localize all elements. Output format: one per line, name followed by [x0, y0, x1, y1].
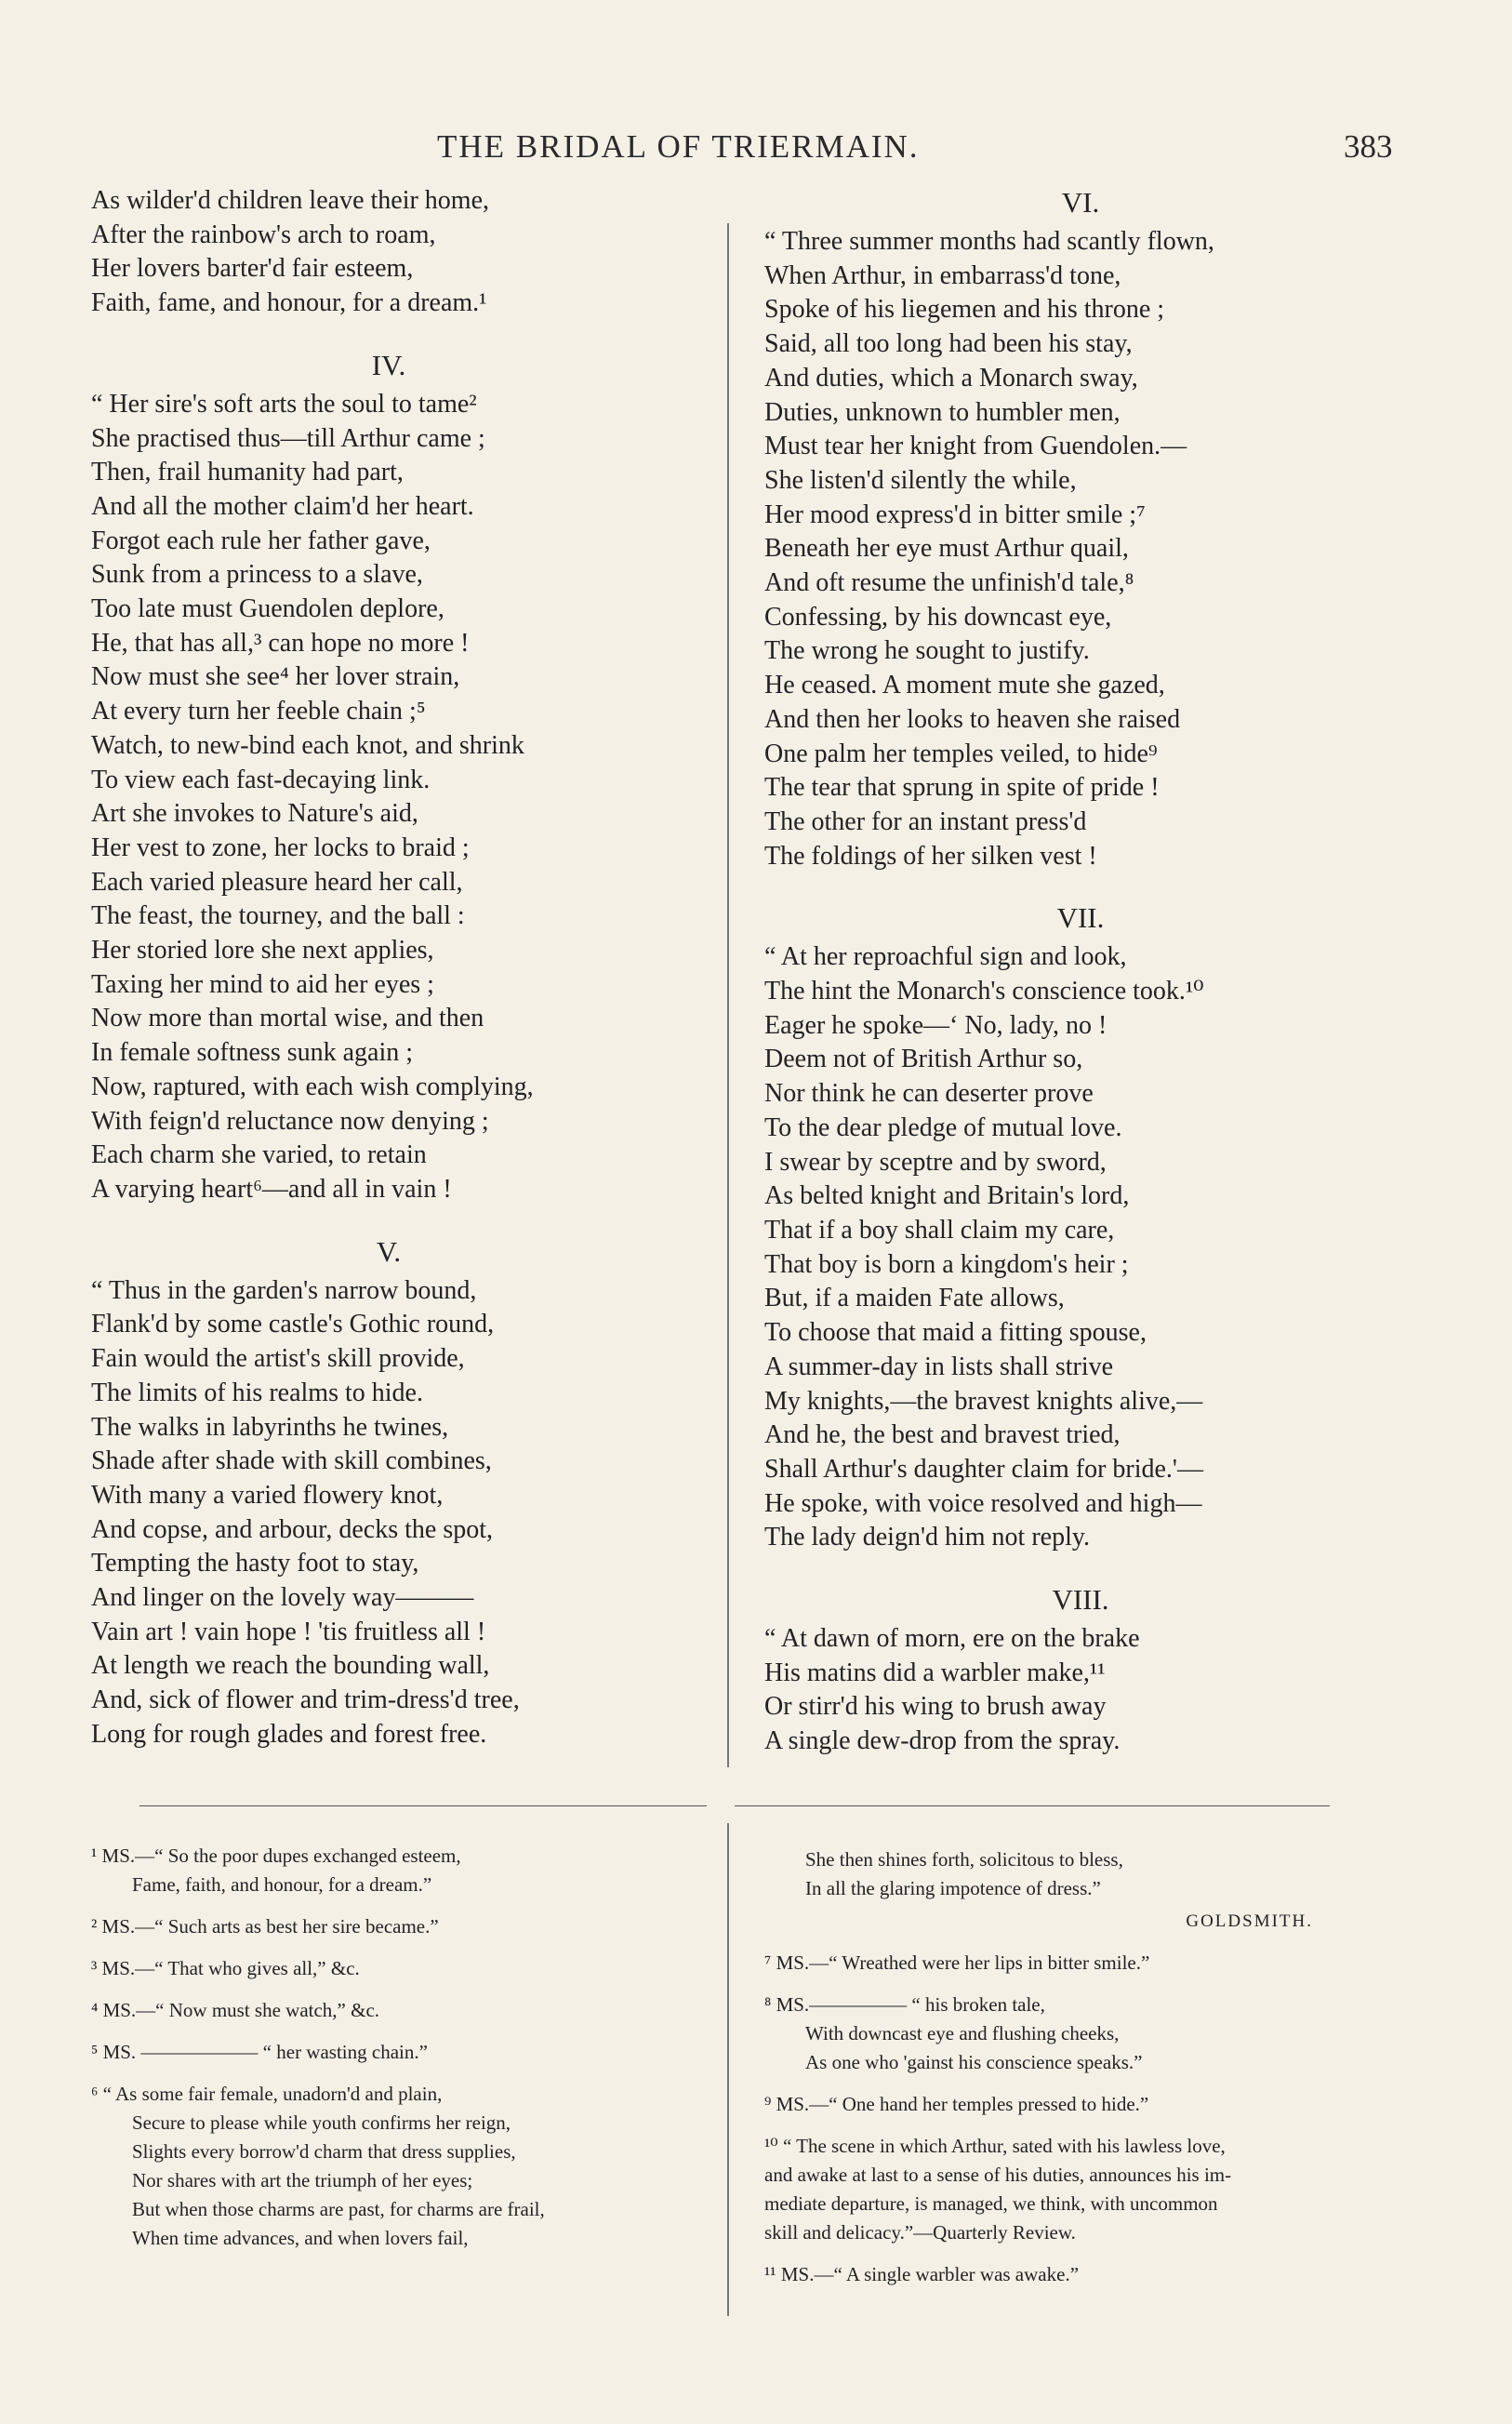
verse-line: Her mood express'd in bitter smile ;⁷: [764, 499, 1146, 529]
verse-line: To view each fast-decaying link.: [91, 765, 431, 794]
verse-line: He spoke, with voice resolved and high—: [764, 1488, 1202, 1518]
verse-line: Deem not of British Arthur so,: [764, 1045, 1083, 1074]
footnote-line: As one who 'gainst his conscience speaks.”: [805, 2051, 1143, 2073]
verse-line: “ Three summer months had scantly flown,: [764, 227, 1214, 256]
page-header: [0, 128, 1512, 175]
footnote-line: But when those charms are past, for charms are frail,: [132, 2198, 545, 2220]
verse-line: And, sick of flower and trim-dress'd tree,: [91, 1685, 520, 1715]
verse-line: Fain would the artist's skill provide,: [91, 1344, 465, 1374]
verse-line: At every turn her feeble chain ;⁵: [91, 697, 426, 726]
stanza-number: IV.: [371, 348, 406, 381]
verse-line: When Arthur, in embarrass'd tone,: [764, 260, 1121, 290]
footnote: [91, 1996, 686, 2025]
footnotes-left: [91, 1842, 686, 2266]
opening-lines: [91, 184, 686, 321]
verse-line: At length we reach the bounding wall,: [91, 1651, 490, 1681]
verse-line: Now more than mortal wise, and then: [91, 1004, 484, 1033]
verse-line: Long for rough glades and forest free.: [91, 1719, 487, 1749]
footnote-line: When time advances, and when lovers fail,: [132, 2227, 469, 2249]
footnote: [91, 2038, 686, 2067]
footnote-line: ⁸ MS.————— “ his broken tale,: [764, 1993, 1045, 2016]
verse-line: Confessing, by his downcast eye,: [764, 602, 1112, 632]
verse-line: To the dear pledge of mutual love.: [764, 1112, 1122, 1142]
verse-line: The feast, the tourney, and the ball :: [91, 901, 465, 931]
verse-line: And he, the best and bravest tried,: [764, 1420, 1121, 1450]
verse-line: A single dew-drop from the spray.: [764, 1726, 1121, 1756]
verse-line: Her storied lore she next applies,: [91, 936, 434, 966]
verse-line: Each varied pleasure heard her call,: [91, 867, 463, 897]
verse-line: Duties, unknown to humbler men,: [764, 397, 1121, 427]
footnote: [764, 2260, 1397, 2289]
verse-line: To choose that maid a fitting spouse,: [764, 1318, 1147, 1348]
verse-line: Or stirr'd his wing to brush away: [764, 1692, 1107, 1722]
footnote-line: Slights every borrow'd charm that dress supplies,: [132, 2140, 516, 2163]
stanza-number: V.: [376, 1234, 402, 1268]
verse-line: After the rainbow's arch to roam,: [91, 220, 436, 249]
verse-line: As wilder'd children leave their home,: [91, 186, 490, 215]
footnote: [764, 1949, 1397, 1978]
footnote-line: She then shines forth, solicitous to bless,: [805, 1848, 1123, 1871]
stanza-iv: [91, 347, 686, 1207]
verse-line: “ Thus in the garden's narrow bound,: [91, 1275, 477, 1305]
verse-line: Faith, fame, and honour, for a dream.¹: [91, 288, 487, 318]
footnote: [764, 1991, 1397, 2077]
verse-line: She listen'd silently the while,: [764, 465, 1077, 495]
verse-line: Taxing her mind to aid her eyes ;: [91, 969, 434, 999]
verse-line: “ At dawn of morn, ere on the brake: [764, 1624, 1140, 1654]
footnote-rule-left: [139, 1805, 707, 1806]
verse-line: The foldings of her silken vest !: [764, 841, 1097, 871]
verse-line: The walks in labyrinths he twines,: [91, 1412, 449, 1442]
stanza-vi: [764, 184, 1397, 873]
footnote-line: ⁴ MS.—“ Now must she watch,” &c.: [91, 1999, 380, 2021]
stanza-number: VIII.: [1052, 1583, 1109, 1617]
verse-line: My knights,—the bravest knights alive,—: [764, 1386, 1203, 1416]
footnote-line: ⁹ MS.—“ One hand her temples pressed to hide.”: [764, 2093, 1149, 2115]
verse-line: His matins did a warbler make,¹¹: [764, 1658, 1106, 1687]
verse-line: Each charm she varied, to retain: [91, 1140, 427, 1170]
footnote-line: mediate departure, is managed, we think, with uncommon: [764, 2192, 1218, 2215]
verse-line: Sunk from a princess to a slave,: [91, 560, 423, 590]
verse-line: Art she invokes to Nature's aid,: [91, 799, 418, 829]
verse-line: Tempting the hasty foot to stay,: [91, 1549, 419, 1578]
verse-line: Spoke of his liegemen and his throne ;: [764, 295, 1165, 325]
footnotes-right: [764, 1845, 1397, 2302]
verse-line: Beneath her eye must Arthur quail,: [764, 534, 1129, 564]
stanza-number: VI.: [1061, 186, 1100, 219]
verse-line: The tear that sprung in spite of pride !: [764, 773, 1160, 803]
verse-line: And all the mother claim'd her heart.: [91, 491, 474, 521]
footnote-line: With downcast eye and flushing cheeks,: [805, 2022, 1120, 2044]
footnote: [764, 2090, 1397, 2119]
footnote: [91, 1954, 686, 1983]
stanza-number: VII.: [1056, 901, 1105, 935]
verse-line: Then, frail humanity had part,: [91, 458, 404, 487]
footnote-continuation: [764, 1845, 1397, 1903]
verse-line: But, if a maiden Fate allows,: [764, 1284, 1065, 1313]
footnote-line: ⁶ “ As some fair female, unadorn'd and plain,: [91, 2083, 443, 2105]
verse-line: Now, raptured, with each wish complying,: [91, 1072, 534, 1101]
stanza-viii: [764, 1581, 1397, 1759]
verse-line: “ Her sire's soft arts the soul to tame²: [91, 389, 477, 419]
verse-line: The other for an instant press'd: [764, 806, 1087, 836]
verse-line: That if a boy shall claim my care,: [764, 1215, 1115, 1245]
verse-line: Vain art ! vain hope ! 'tis fruitless all !: [91, 1617, 486, 1646]
footnote-line: skill and delicacy.”—Quarterly Review.: [764, 2221, 1076, 2244]
footnote-line: ³ MS.—“ That who gives all,” &c.: [91, 1957, 360, 1979]
footnote-line: ¹¹ MS.—“ A single warbler was awake.”: [764, 2263, 1080, 2285]
footnote-line: and awake at last to a sense of his duties, announces his im-: [764, 2164, 1232, 2186]
footnote-line: Secure to please while youth confirms her reign,: [132, 2111, 511, 2134]
left-column: [91, 184, 686, 1752]
footnote-line: ² MS.—“ Such arts as best her sire became.”: [91, 1915, 439, 1938]
stanza-v: [91, 1233, 686, 1752]
verse-line: And copse, and arbour, decks the spot,: [91, 1514, 493, 1544]
verse-line: She practised thus—till Arthur came ;: [91, 423, 485, 453]
footnote: [91, 2080, 686, 2253]
column-divider: [727, 223, 729, 1767]
page-number: 383: [1344, 128, 1393, 165]
verse-line: The limits of his realms to hide.: [91, 1378, 423, 1407]
verse-line: He, that has all,³ can hope no more !: [91, 628, 470, 658]
verse-line: As belted knight and Britain's lord,: [764, 1181, 1130, 1211]
verse-line: And oft resume the unfinish'd tale,⁸: [764, 568, 1134, 598]
verse-line: And linger on the lovely way———: [91, 1583, 474, 1613]
stanza-vii: [764, 899, 1397, 1555]
verse-line: And duties, which a Monarch sway,: [764, 363, 1138, 393]
verse-line: One palm her temples veiled, to hide⁹: [764, 739, 1158, 768]
verse-line: Shall Arthur's daughter claim for bride.'—: [764, 1454, 1203, 1484]
verse-line: With many a varied flowery knot,: [91, 1480, 444, 1510]
footnote-column-divider: [727, 1823, 729, 2316]
verse-line: In female softness sunk again ;: [91, 1038, 414, 1068]
footnote-line: ¹ MS.—“ So the poor dupes exchanged esteem,: [91, 1845, 461, 1867]
footnote-rule-right: [735, 1805, 1330, 1806]
verse-line: He ceased. A moment mute she gazed,: [764, 671, 1165, 700]
verse-line: Forgot each rule her father gave,: [91, 526, 431, 555]
footnote: [91, 1842, 686, 1899]
verse-line: Eager he spoke—‘ No, lady, no !: [764, 1010, 1107, 1040]
verse-line: Too late must Guendolen deplore,: [91, 594, 444, 624]
verse-line: A summer-day in lists shall strive: [764, 1352, 1114, 1381]
footnote-line: ⁵ MS. —————— “ her wasting chain.”: [91, 2041, 428, 2063]
footnote: [91, 1912, 686, 1941]
verse-line: Flank'd by some castle's Gothic round,: [91, 1310, 495, 1339]
footnote-line: In all the glaring impotence of dress.”: [805, 1877, 1101, 1899]
verse-line: A varying heart⁶—and all in vain !: [91, 1174, 452, 1204]
footnote-line: Fame, faith, and honour, for a dream.”: [132, 1873, 432, 1896]
verse-line: Her vest to zone, her locks to braid ;: [91, 832, 470, 862]
running-title: THE BRIDAL OF TRIERMAIN.: [437, 128, 920, 165]
footnote-line: Nor shares with art the triumph of her eyes;: [132, 2169, 473, 2191]
verse-line: I swear by sceptre and by sword,: [764, 1147, 1107, 1177]
verse-line: Now must she see⁴ her lover strain,: [91, 662, 460, 692]
footnote-line: ¹⁰ “ The scene in which Arthur, sated with his lawless love,: [764, 2135, 1226, 2157]
footnote-signature: GOLDSMITH.: [1186, 1911, 1313, 1931]
verse-line: The hint the Monarch's conscience took.¹⁰: [764, 977, 1204, 1006]
verse-line: With feign'd reluctance now denying ;: [91, 1106, 489, 1136]
verse-line: That boy is born a kingdom's heir ;: [764, 1249, 1129, 1279]
verse-line: And then her looks to heaven she raised: [764, 704, 1181, 734]
footnote: [764, 2132, 1397, 2247]
verse-line: Her lovers barter'd fair esteem,: [91, 254, 414, 284]
verse-line: “ At her reproachful sign and look,: [764, 942, 1127, 972]
verse-line: Shade after shade with skill combines,: [91, 1446, 492, 1476]
verse-line: The lady deign'd him not reply.: [764, 1523, 1091, 1552]
verse-line: Watch, to new-bind each knot, and shrink: [91, 730, 524, 760]
verse-line: The wrong he sought to justify.: [764, 636, 1090, 666]
verse-line: Nor think he can deserter prove: [764, 1079, 1094, 1109]
verse-line: Said, all too long had been his stay,: [764, 329, 1133, 359]
verse-line: Must tear her knight from Guendolen.—: [764, 432, 1187, 461]
footnote-line: ⁷ MS.—“ Wreathed were her lips in bitter smile.”: [764, 1951, 1150, 1974]
right-column: [764, 184, 1397, 1759]
